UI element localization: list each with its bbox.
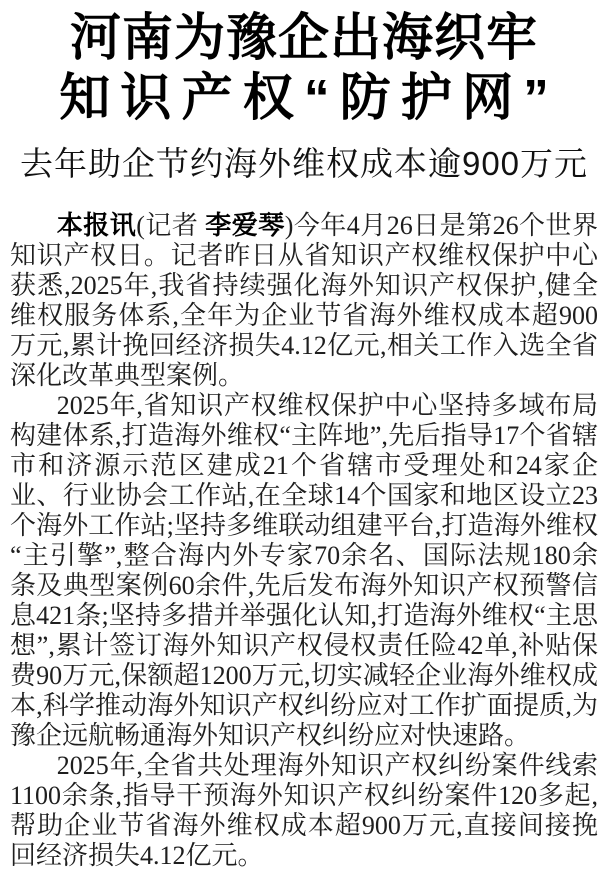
body-paragraph-2: 2025年,全省共处理海外知识产权纠纷案件线索1100余条,指导干预海外知识产权纠纷案件120多起,帮助企业节省海外维权成本超900万元,直接间接挽回经济损失4.12亿元。 — [10, 751, 598, 870]
lead-paragraph — [10, 210, 598, 391]
reporter-name: 李爱琴 — [205, 210, 285, 240]
body-paragraph-1: 2025年,省知识产权维权保护中心坚持多域布局构建体系,打造海外维权“主阵地”,先后指导17个省辖市和济源示范区建成21个省辖市受理处和24家企业、行业协会工作站,在全球14个国家和地区设立23个海外工作站;坚持多维联动组建平台,打造海外维权“主引擎”,整合海内外专家70余名、国际法规180余条及典型案例60余件,先后发布海外知识产权预警信息421条;坚持多措并举强化认知,打造海外维权“主思想”,累计签订海外知识产权侵权责任险42单,补贴保费90万元,保额超1200万元,切实减轻企业海外维权成本,科学推动海外知识产权纠纷应对工作扩面提质,为豫企远航畅通海外知识产权纠纷应对快速路。 — [10, 391, 598, 750]
headline — [0, 0, 608, 128]
lead-paragraph-text: 今年4月26日是第26个世界知识产权日。记者昨日从省知识产权维权保护中心获悉,2025年,我省持续强化海外知识产权保护,健全维权服务体系,全年为企业节省海外维权成本超900万元,累计挽回经济损失4.12亿元,相关工作入选全省深化改革典型案例。 — [10, 211, 598, 390]
headline-line-1: 河南为豫企出海织牢 — [69, 9, 538, 66]
article-body — [10, 210, 598, 871]
headline-line-2: 知识产权“防护网” — [59, 69, 559, 126]
subheadline: 去年助企节约海外维权成本逾900万元 — [19, 145, 589, 182]
byline-paren-close: ) — [284, 211, 294, 240]
byline-tag: 本报讯 — [56, 210, 137, 240]
byline-paren-open: (记者 — [136, 211, 206, 240]
